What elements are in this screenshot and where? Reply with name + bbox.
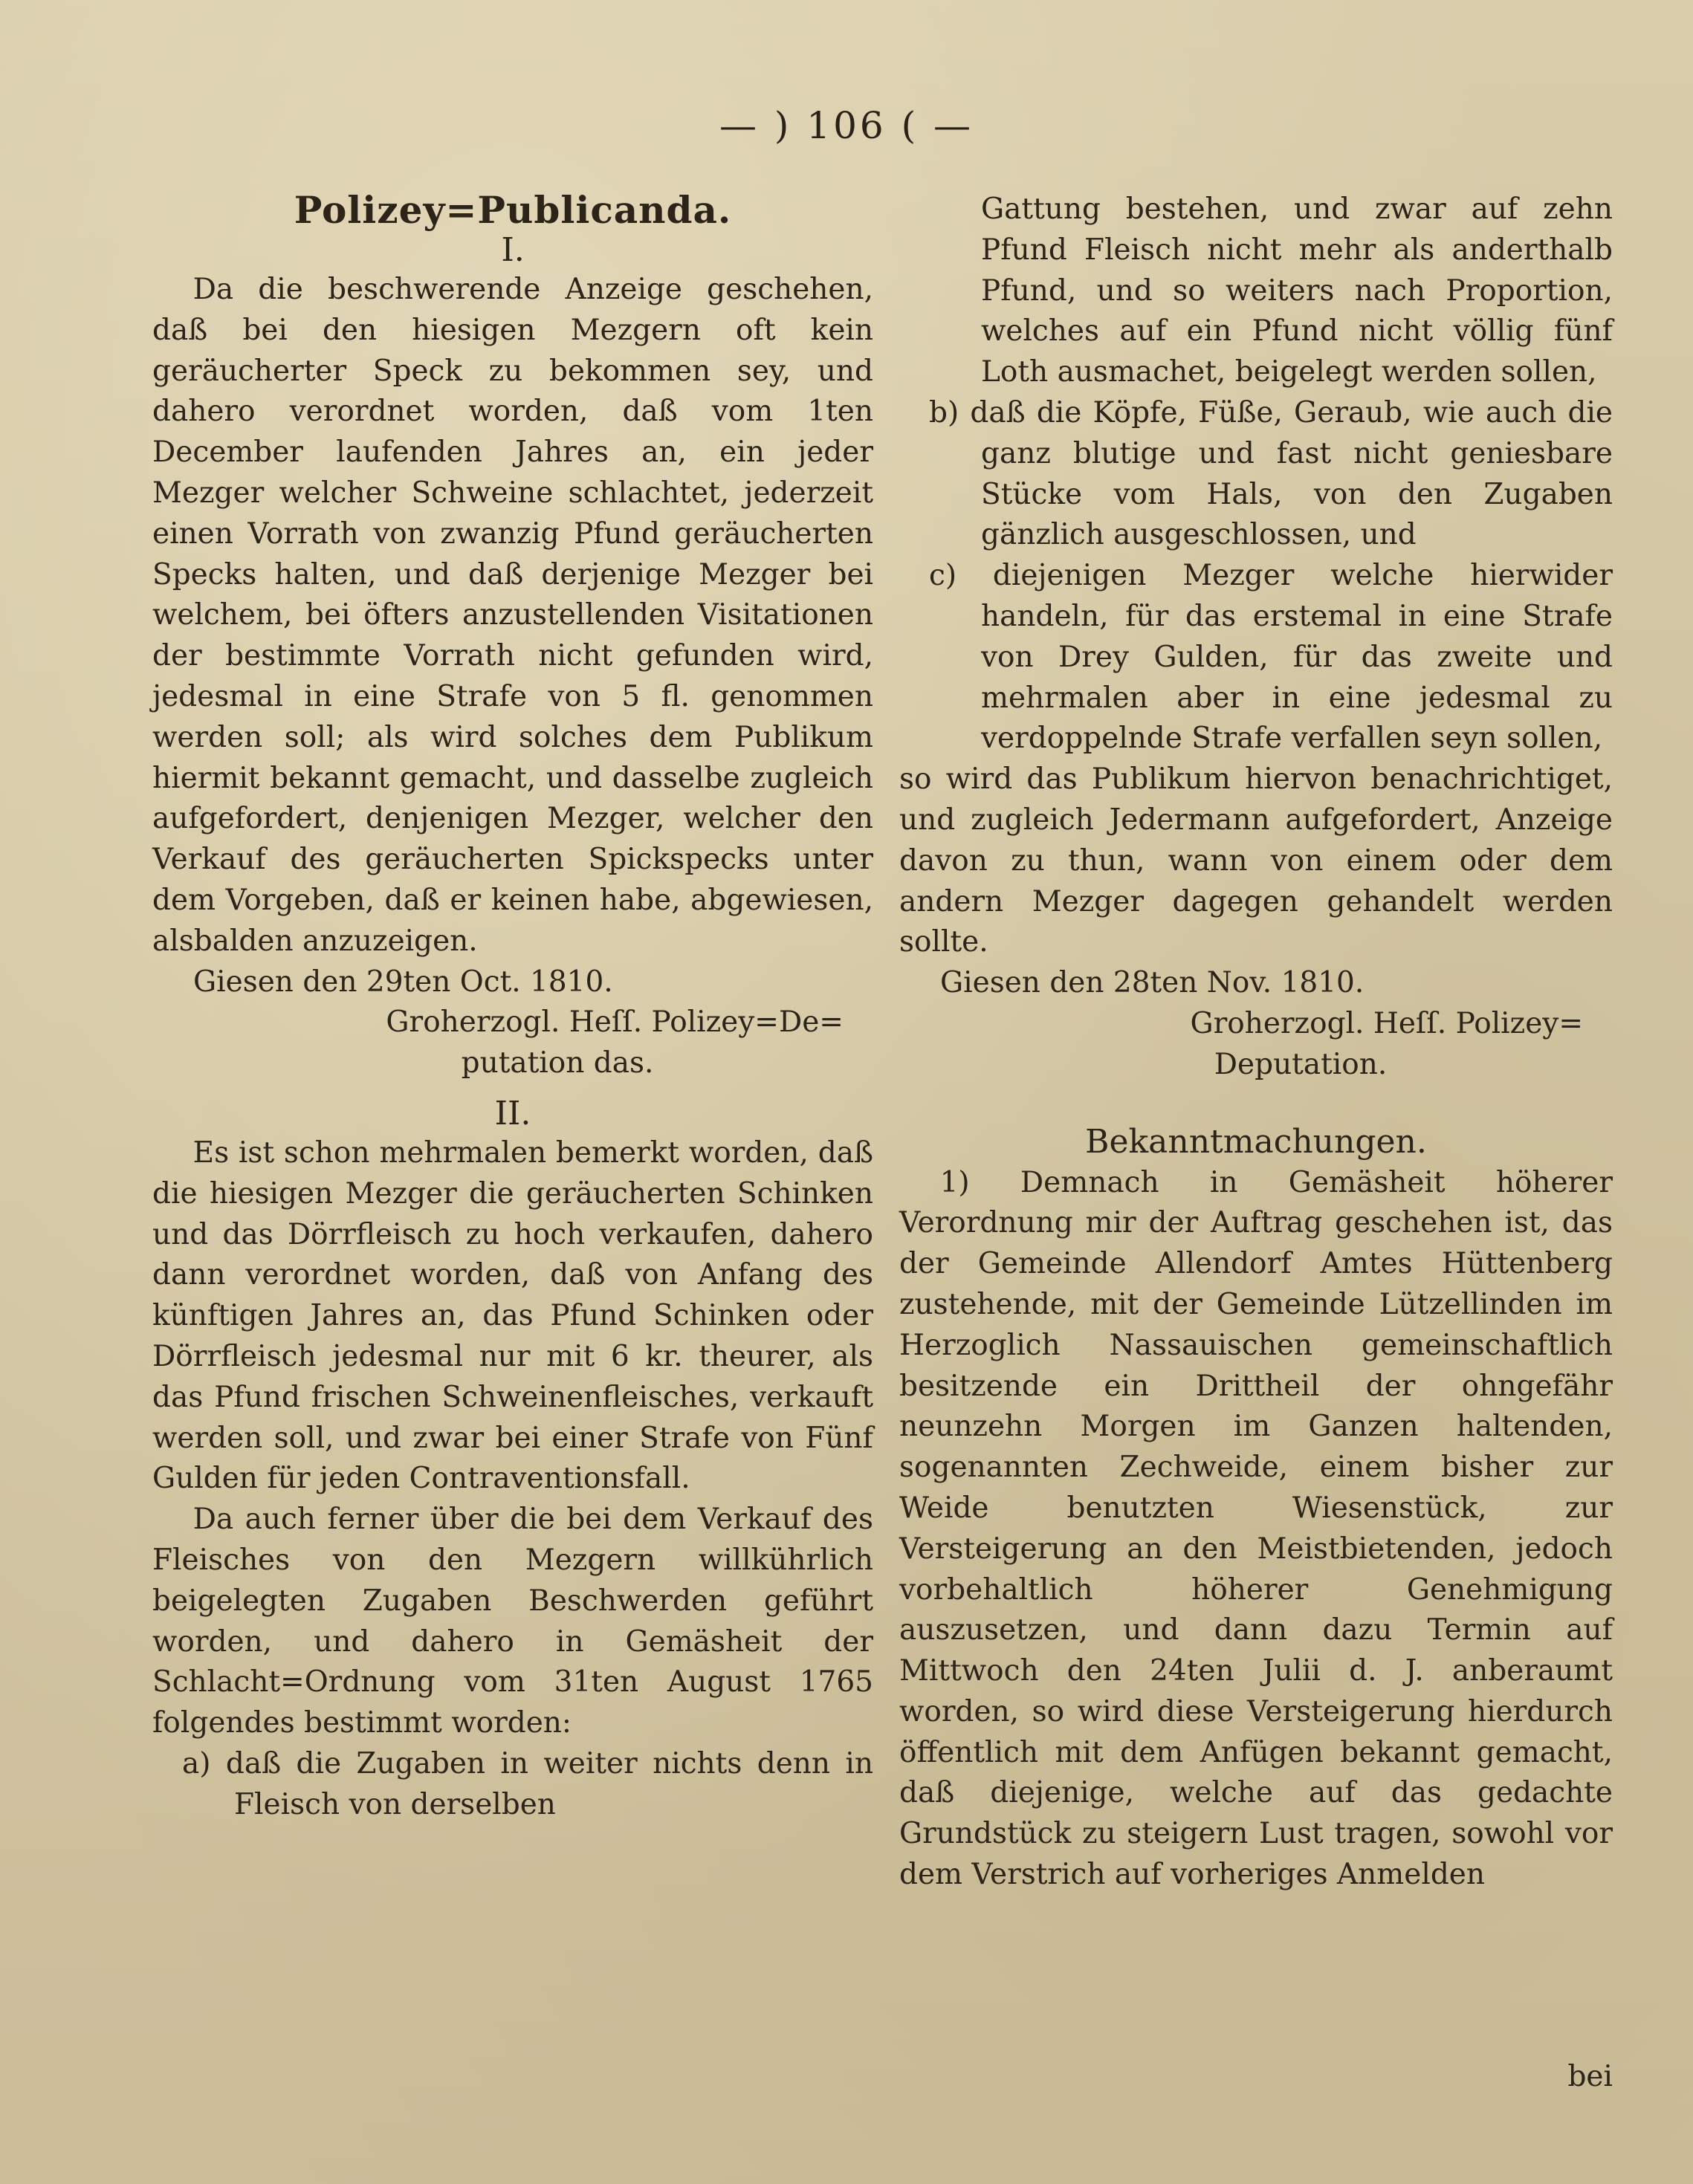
announcement-1: 1) Demnach in Gemäsheit höherer Verordnung mir der Auftrag geschehen ist, das der Gemeinde Allendorf Amtes Hüttenberg zustehende, mit der Gemeinde Lützellinden im Herzoglich Nassauischen gemeinschaftlich besitzende ein Drittheil der ohngefähr neunzehn Morgen im Ganzen haltenden, sogenannten Zechweide, einem bisher zur Weide benutzten Wiesenstück, zur Versteigerung an den Meistbietenden, jedoch vorbehaltlich höherer Genehmigung auszusetzen, und dann dazu Termin auf Mittwoch den 24ten Julii d. J. anberaumt worden, so wird diese Versteigerung hierdurch öffentlich mit dem Anfügen bekannt gemacht, daß diejenige, welche auf das gedachte Grundstück zu steigern Lust tragen, sowohl vor dem Verstrich auf vorheriges Anmelden: [899, 1165, 1613, 1892]
section-title: Polizey=Publicanda.: [294, 188, 732, 232]
announcements-heading: Bekanntmachungen.: [1085, 1122, 1427, 1161]
catchword: bei: [1567, 2060, 1613, 2093]
section-1-signature-line2: putation das.: [461, 1046, 654, 1080]
section-1-numeral: I.: [501, 231, 525, 269]
section-2-numeral: II.: [494, 1094, 531, 1132]
right-column: [899, 189, 1613, 1896]
left-column: [152, 189, 873, 1825]
list-item-c: c) diejenigen Mezger welche hierwider handeln, für das erstemal in eine Strafe von Drey Gulden, für das zweite und mehrmalen aber in eine jedesmal zu verdoppelnde Strafe verfallen seyn sollen,: [929, 559, 1613, 756]
section-2-signature-line2: Deputation.: [1214, 1047, 1388, 1081]
list-item-b: b) daß die Köpfe, Füße, Geraub, wie auch die ganz blutige und fast nicht geniesbare Stücke vom Hals, von den Zugaben gänzlich ausgeschlossen, und: [929, 395, 1613, 552]
section-1-date: Giesen den 29ten Oct. 1810.: [193, 965, 613, 999]
section-2-date: Giesen den 28ten Nov. 1810.: [940, 966, 1365, 1000]
section-2-conclusion: so wird das Publikum hiervon benachrichtiget, und zugleich Jedermann aufgefordert, Anzeige davon zu thun, wann von einem oder dem andern Mezger dagegen gehandelt werden sollte.: [899, 762, 1613, 959]
section-2-signature-line1: Groherzogl. Heſſ. Polizey=: [1190, 1006, 1583, 1040]
list-item-a: a) daß die Zugaben in weiter nichts denn in Fleisch von derselben: [182, 1746, 873, 1821]
section-2-text-2: Da auch ferner über die bei dem Verkauf des Fleisches von den Mezgern willkührlich beigelegten Zugaben Beschwerden geführt worden, und dahero in Gemäsheit der Schlacht=Ordnung vom 31ten August 1765 folgendes bestimmt worden:: [152, 1503, 873, 1740]
list-item-a-continued: Gattung bestehen, und zwar auf zehn Pfund Fleisch nicht mehr als anderthalb Pfund, und so weiters nach Proportion, welches auf ein Pfund nicht völlig fünf Loth ausmachet, beigelegt werden sollen,: [981, 192, 1613, 389]
page-header: — ) 106 ( —: [719, 104, 974, 147]
section-1-signature-line1: Groherzogl. Heſſ. Polizey=De=: [386, 1005, 844, 1040]
section-1-text: Da die beschwerende Anzeige geschehen, daß bei den hiesigen Mezgern oft kein geräucherter Speck zu bekommen sey, und dahero verordnet worden, daß vom 1ten December laufenden Jahres an, ein jeder Mezger welcher Schweine schlachtet, jederzeit einen Vorrath von zwanzig Pfund geräucherten Specks halten, und daß derjenige Mezger bei welchem, bei öfters anzustellenden Visitationen der bestimmte Vorrath nicht gefunden wird, jedesmal in eine Strafe von 5 fl. genommen werden soll; als wird solches dem Publikum hiermit bekannt gemacht, und dasselbe zugleich aufgefordert, denjenigen Mezger, welcher den Verkauf des geräucherten Spickspecks unter dem Vorgeben, daß er keinen habe, abgewiesen, alsbalden anzuzeigen.: [152, 273, 873, 958]
section-2-text-1: Es ist schon mehrmalen bemerkt worden, daß die hiesigen Mezger die geräucherten Schinken und das Dörrfleisch zu hoch verkaufen, dahero dann verordnet worden, daß von Anfang des künftigen Jahres an, das Pfund Schinken oder Dörrfleisch jedesmal nur mit 6 kr. theurer, als das Pfund frischen Schweinenfleisches, verkauft werden soll, und zwar bei einer Strafe von Fünf Gulden für jeden Contraventionsfall.: [152, 1135, 873, 1496]
